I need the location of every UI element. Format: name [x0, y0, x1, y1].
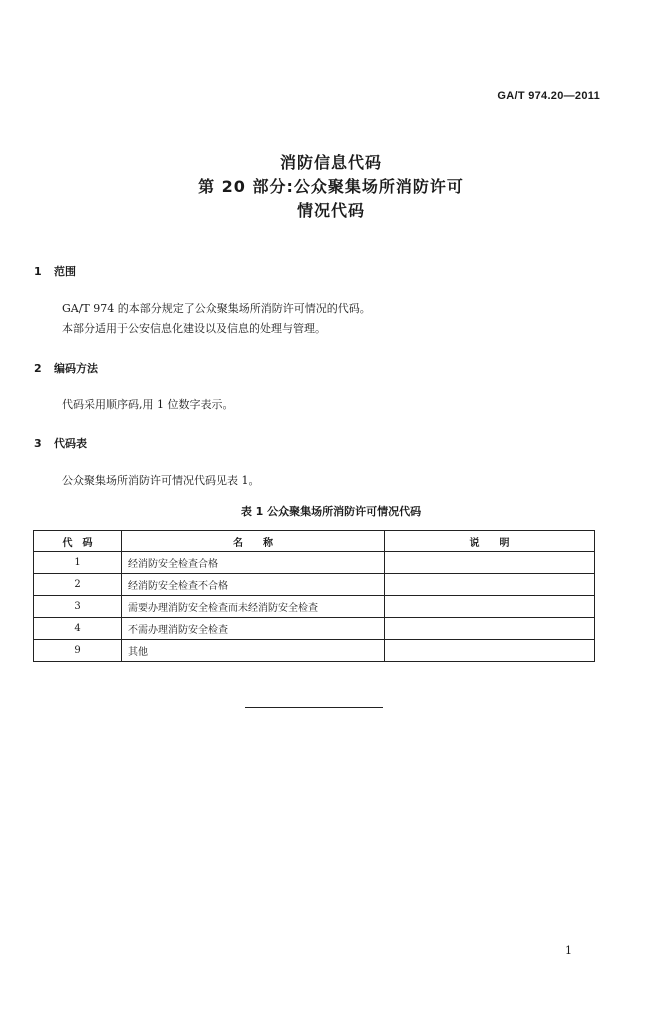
- row-code: 4: [34, 618, 122, 640]
- section-3-heading: [34, 435, 87, 451]
- table-row: [34, 618, 595, 640]
- section-1-paragraph-2: 本部分适用于公安信息化建设以及信息的处理与管理。: [62, 322, 326, 335]
- row-note: [385, 552, 595, 574]
- document-title: [0, 151, 662, 223]
- table-row: [34, 574, 595, 596]
- section-title: 代码表: [54, 437, 87, 450]
- section-2-paragraph-1: 代码采用顺序码,用 1 位数字表示。: [62, 398, 234, 411]
- row-note: [385, 574, 595, 596]
- title-line-1: 消防信息代码: [279, 153, 382, 172]
- section-title: 编码方法: [54, 362, 98, 375]
- row-name: 经消防安全检查不合格: [122, 574, 385, 596]
- row-code: 3: [34, 596, 122, 618]
- table-row: [34, 640, 595, 662]
- table-row: [34, 552, 595, 574]
- row-name: 不需办理消防安全检查: [122, 618, 385, 640]
- row-code: 1: [34, 552, 122, 574]
- row-note: [385, 618, 595, 640]
- section-2-heading: [34, 360, 98, 376]
- document-code: GA/T 974.20—2011: [497, 90, 600, 102]
- section-title: 范围: [54, 265, 76, 278]
- title-line-3: 情况代码: [296, 201, 365, 220]
- row-code: 2: [34, 574, 122, 596]
- row-note: [385, 596, 595, 618]
- table-row: [34, 596, 595, 618]
- section-number: 1: [34, 265, 42, 278]
- row-code: 9: [34, 640, 122, 662]
- row-name: 其他: [122, 640, 385, 662]
- section-1-heading: [34, 263, 76, 279]
- code-table: [33, 530, 595, 662]
- section-number: 3: [34, 437, 42, 450]
- row-note: [385, 640, 595, 662]
- title-line-2: 第 20 部分:公众聚集场所消防许可: [198, 177, 464, 196]
- row-name: 经消防安全检查合格: [122, 552, 385, 574]
- end-of-standard-rule: [245, 707, 383, 708]
- section-3-paragraph-1: 公众聚集场所消防许可情况代码见表 1。: [62, 474, 260, 487]
- table-caption: 表 1 公众聚集场所消防许可情况代码: [240, 505, 422, 518]
- header-note: 说 明: [385, 531, 595, 552]
- page-number: 1: [565, 944, 572, 957]
- header-code: 代 码: [34, 531, 122, 552]
- section-1-paragraph-1: GA/T 974 的本部分规定了公众聚集场所消防许可情况的代码。: [62, 302, 371, 315]
- row-name: 需要办理消防安全检查而未经消防安全检查: [122, 596, 385, 618]
- header-name: 名 称: [122, 531, 385, 552]
- section-number: 2: [34, 362, 42, 375]
- table-header-row: [34, 531, 595, 552]
